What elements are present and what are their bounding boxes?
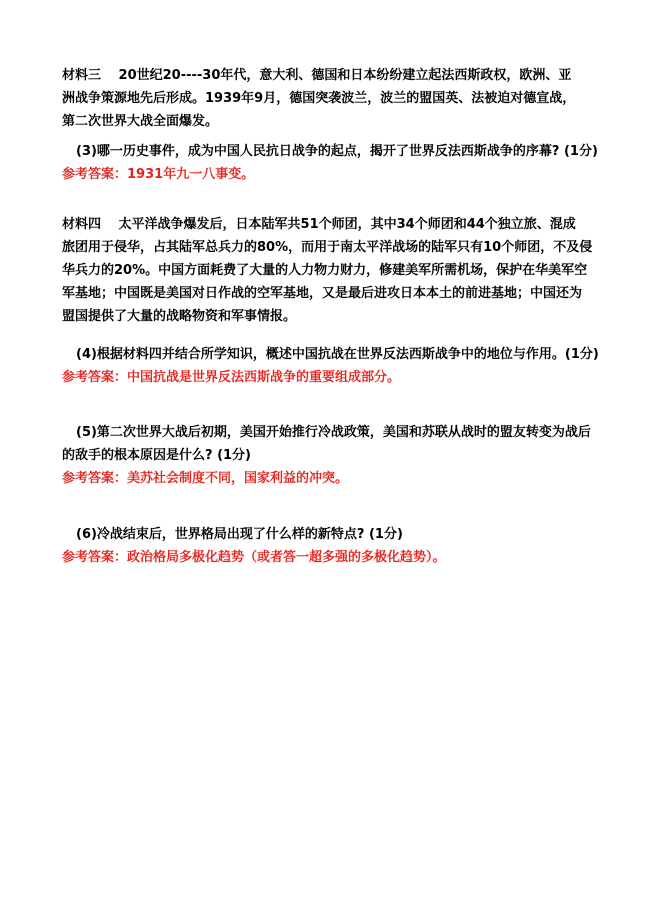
answer-text: 美苏社会制度不同，国家利益的冲突。 (127, 471, 349, 486)
material-three-line: 材料三 20世纪20----30年代，意大利、德国和日本纷纷建立起法西斯政权，欧洲、亚 (62, 68, 572, 83)
question-three-text: (3)哪一历史事件，成为中国人民抗日战争的起点，揭开了世界反法西斯战争的序幕? (1分) (76, 144, 598, 159)
question-four (62, 343, 602, 389)
answer-label: 参考答案： (62, 471, 128, 486)
question-three (62, 140, 602, 186)
material-four-line: 军基地；中国既是美国对日作战的空军基地，又是最后进攻日本本土的前进基地；中国还为 (62, 286, 583, 301)
material-four-line: 材料四 太平洋战争爆发后，日本陆军共51个师团，其中34个师团和44个独立旅、混成 (62, 217, 576, 232)
question-six-answer (62, 546, 602, 569)
answer-text: 政治格局多极化趋势（或者答一超多强的多极化趋势）。 (127, 550, 446, 565)
question-four-text: (4)根据材料四并结合所学知识，概述中国抗战在世界反法西斯战争中的地位与作用。(1分) (76, 347, 599, 362)
material-four-line: 旅团用于侵华，占其陆军总兵力的80%，而用于南太平洋战场的陆军只有10个师团，不及侵 (62, 240, 593, 255)
question-four-answer (62, 366, 602, 389)
question-six-text: (6)冷战结束后，世界格局出现了什么样的新特点? (1分) (76, 527, 403, 542)
material-three-line: 第二次世界大战全面爆发。 (62, 114, 219, 129)
question-six (62, 523, 602, 569)
material-four-line: 盟国提供了大量的战略物资和军事情报。 (62, 309, 297, 324)
answer-text: 1931年九一八事变。 (127, 167, 255, 182)
material-three-line: 洲战争策源地先后形成。1939年9月，德国突袭波兰，波兰的盟国英、法被迫对德宣战， (62, 91, 576, 106)
answer-label: 参考答案： (62, 550, 128, 565)
answer-text: 中国抗战是世界反法西斯战争的重要组成部分。 (127, 370, 401, 385)
question-five-answer (62, 467, 602, 490)
question-three-answer (62, 163, 602, 186)
material-three (62, 64, 602, 133)
answer-label: 参考答案： (62, 167, 128, 182)
material-four-line: 华兵力的20%。中国方面耗费了大量的人力物力财力，修建美军所需机场，保护在华美军空 (62, 263, 588, 278)
question-five-text: (5)第二次世界大战后初期，美国开始推行冷战政策，美国和苏联从战时的盟友转变为战后 (76, 425, 591, 440)
answer-label: 参考答案： (62, 370, 128, 385)
question-five (62, 421, 602, 490)
material-four (62, 213, 602, 328)
question-five-text-cont: 的敌手的根本原因是什么? (1分) (62, 448, 251, 463)
